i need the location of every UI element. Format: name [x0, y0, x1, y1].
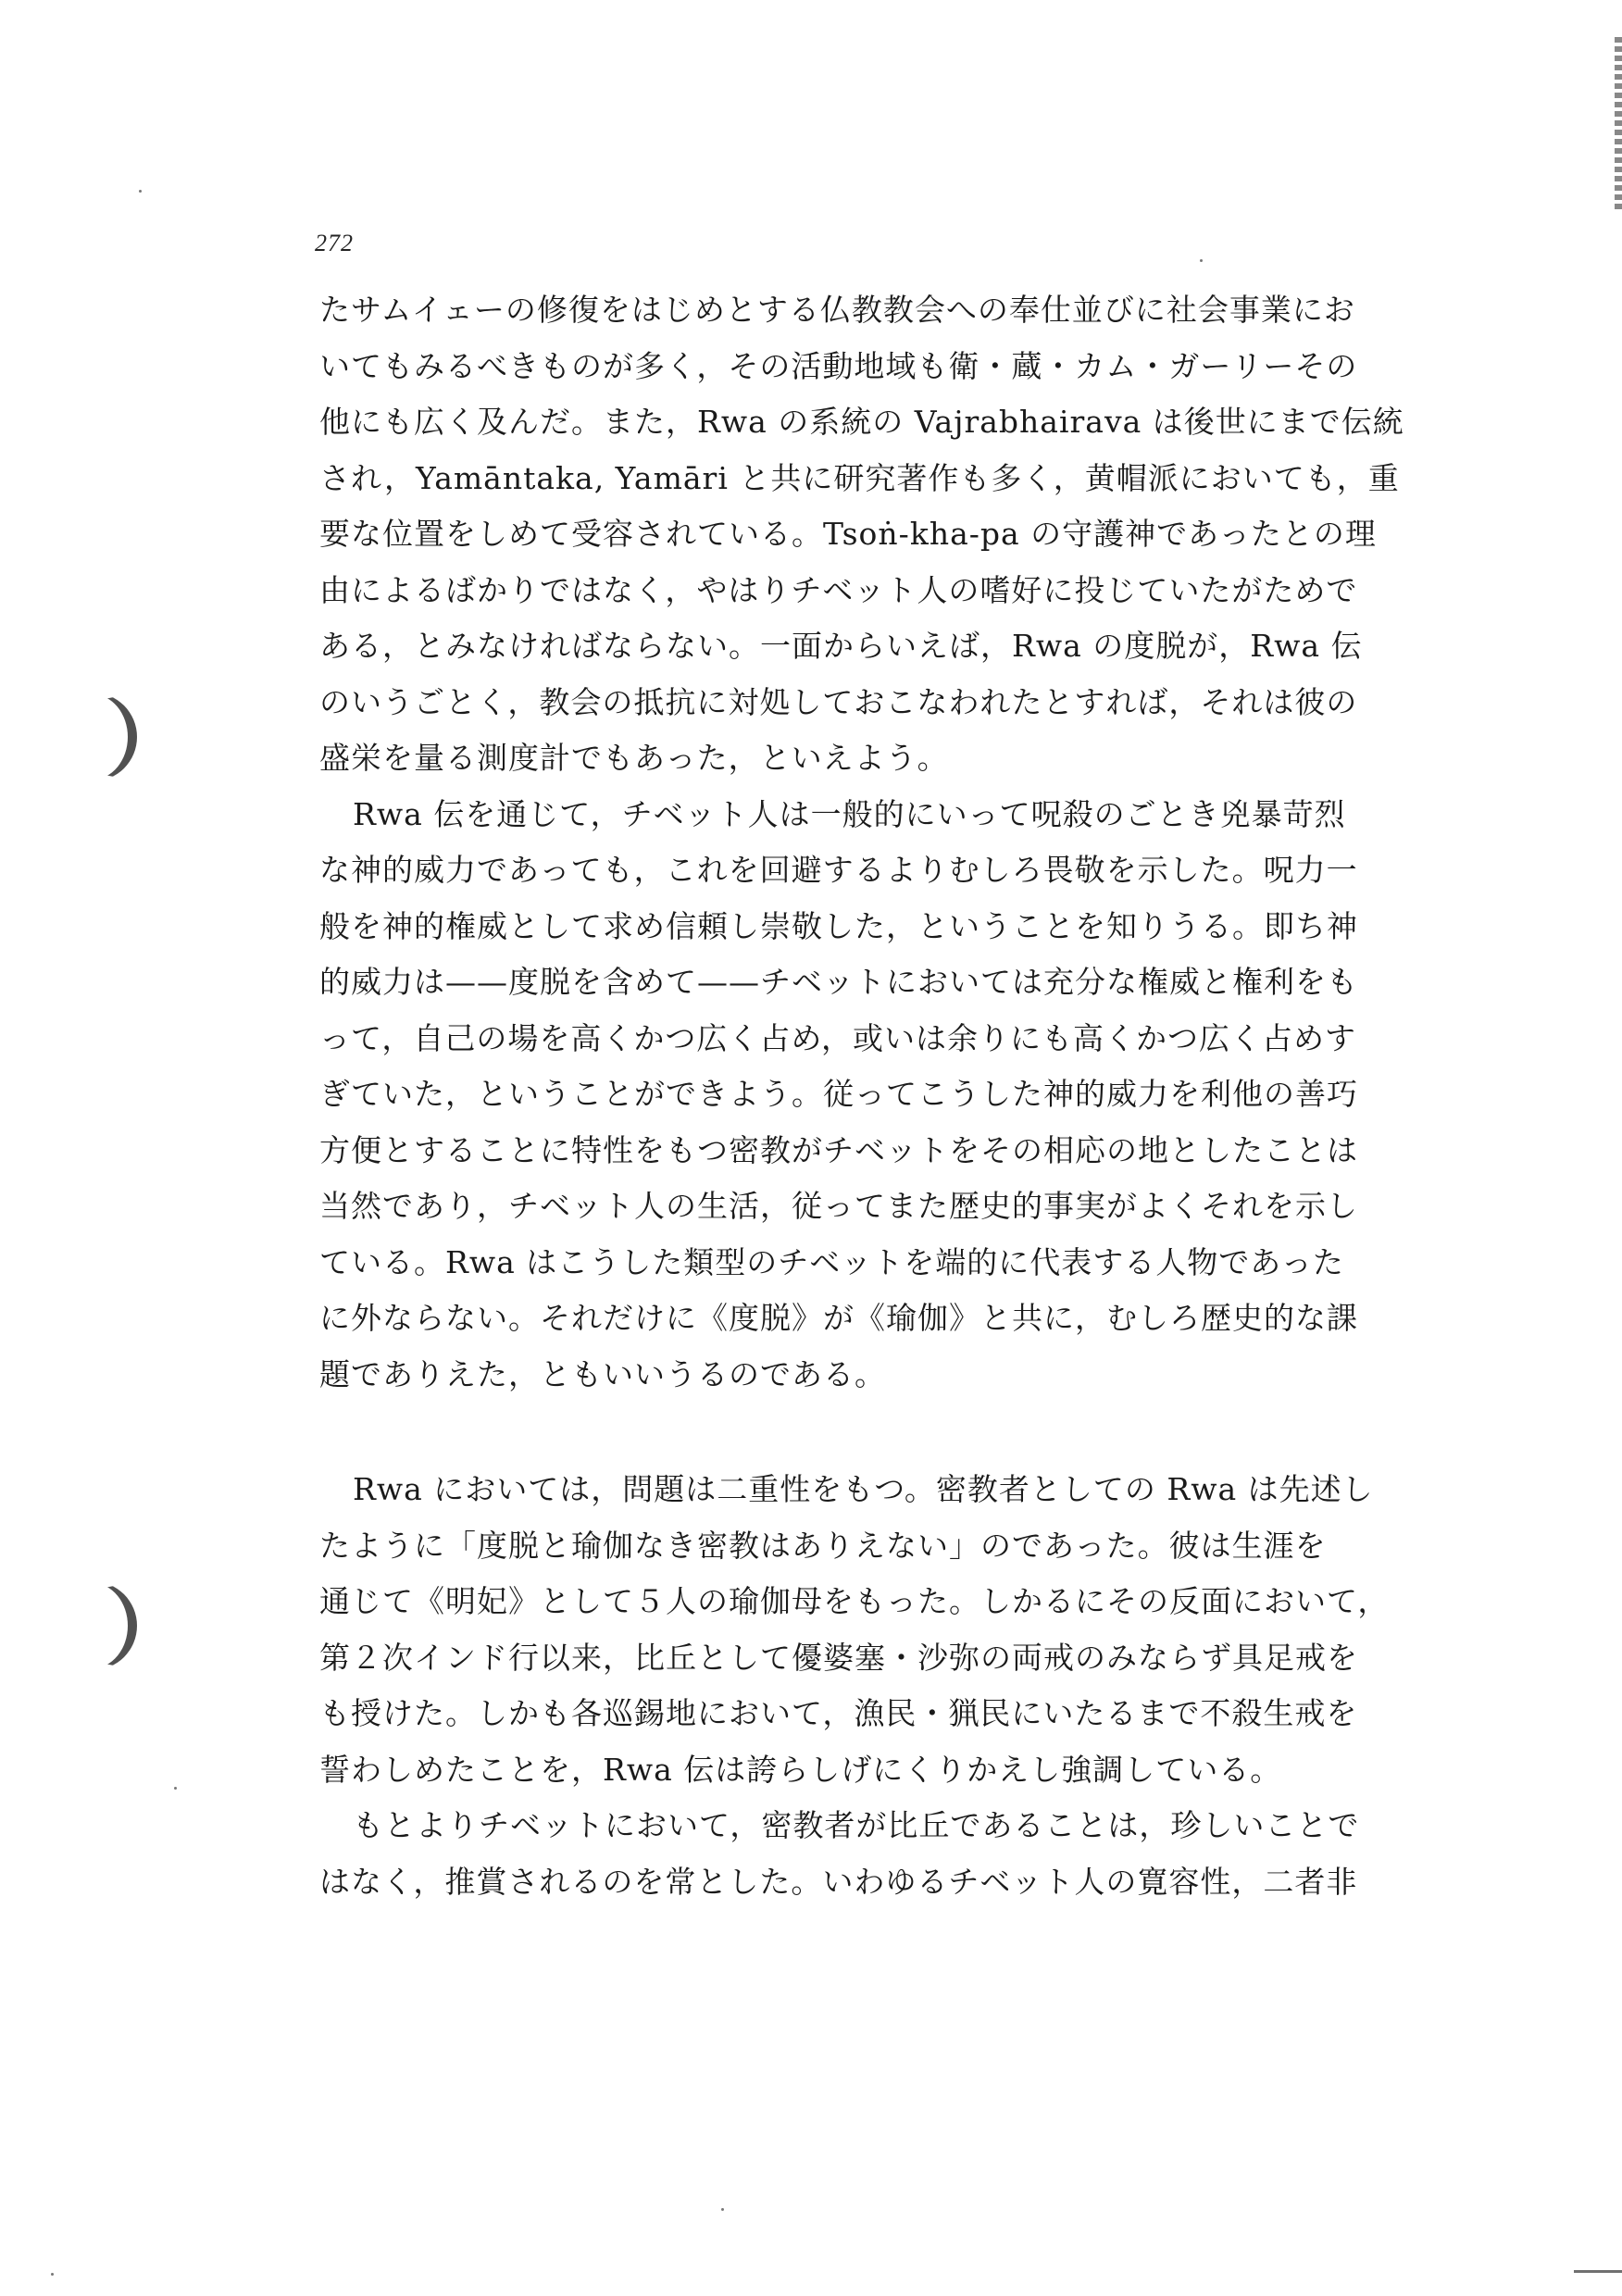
text-line: もとよりチベットにおいて，密教者が比丘であることは，珍しいことで	[353, 1807, 1360, 1843]
text-line: 通じて《明妃》として５人の瑜伽母をもった。しかるにその反面において，	[319, 1583, 1390, 1619]
binding-hole-shadow	[85, 1581, 137, 1670]
paragraph	[319, 1798, 1463, 1910]
text-line: Rwa 伝を通じて，チベット人は一般的にいって呪殺のごとき兇暴苛烈	[353, 795, 1346, 832]
scan-speck	[174, 1787, 177, 1790]
text-line: され，Yamāntaka, Yamāri と共に研究著作も多く，黄帽派においても，重	[319, 459, 1400, 496]
text-line: ぎていた，ということができよう。従ってこうした神的威力を利他の善巧	[319, 1076, 1358, 1112]
text-line: って，自己の場を高くかつ広く占め，或いは余りにも高くかつ広く占めす	[319, 1019, 1357, 1056]
text-line: に外ならない。それだけに《度脱》が《瑜伽》と共に，むしろ歴史的な課	[319, 1300, 1358, 1336]
text-line: 他にも広く及んだ。また，Rwa の系統の Vajrabhairava は後世にまで伝統	[319, 404, 1404, 440]
scan-edge-mark	[1615, 37, 1622, 213]
text-line: 題でありえた，ともいいうるのである。	[319, 1355, 886, 1392]
text-line: 誓わしめたことを，Rwa 伝は誇らしげにくりかえし強調している。	[319, 1751, 1282, 1788]
text-line: 般を神的権威として求め信頼し崇敬した，ということを知りうる。即ち神	[319, 907, 1358, 944]
text-line: のいうごとく，教会の抵抗に対処しておこなわれたとすれば，それは彼の	[319, 683, 1358, 720]
paragraph	[319, 1462, 1463, 1798]
scan-speck	[139, 190, 142, 193]
text-line: 由によるばかりではなく，やはりチベット人の嗜好に投じていたがためで	[319, 571, 1358, 608]
text-line: 第２次インド行以来，比丘として優婆塞・沙弥の両戒のみならず具足戒を	[319, 1639, 1358, 1676]
text-line: たサムイェーの修復をはじめとする仏教教会への奉仕並びに社会事業にお	[319, 292, 1355, 328]
text-line: な神的威力であっても，これを回避するよりむしろ畏敬を示した。呪力一	[319, 852, 1358, 888]
text-line: 当然であり，チベット人の生活，従ってまた歴史的事実がよくそれを示し	[319, 1188, 1358, 1224]
scan-speck	[51, 2273, 54, 2276]
text-line: はなく，推賞されるのを常とした。いわゆるチベット人の寛容性，二者非	[319, 1863, 1358, 1900]
text-line: たように「度脱と瑜伽なき密教はありえない」のであった。彼は生涯を	[319, 1527, 1327, 1564]
text-line: いてもみるべきものが多く，その活動地域も衛・蔵・カム・ガーリーその	[319, 347, 1358, 384]
text-line: 方便とすることに特性をもつ密教がチベットをその相応の地としたことは	[319, 1131, 1358, 1168]
section-break	[319, 1403, 1463, 1462]
scan-speck	[1200, 259, 1203, 262]
text-line: ている。Rwa はこうした類型のチベットを端的に代表する人物であった	[319, 1243, 1344, 1280]
paragraph	[319, 282, 1463, 787]
text-line: も授けた。しかも各巡錫地において，漁民・猟民にいたるまで不殺生戒を	[319, 1695, 1358, 1731]
body-text	[319, 282, 1463, 1910]
text-line: 盛栄を量る測度計でもあった，といえよう。	[319, 740, 949, 776]
text-line: 的威力は——度脱を含めて——チベットにおいては充分な権威と権利をも	[319, 964, 1358, 1000]
text-line: Rwa においては，問題は二重性をもつ。密教者としての Rwa は先述し	[353, 1471, 1374, 1507]
scan-speck	[721, 2208, 724, 2211]
paragraph	[319, 787, 1463, 1404]
scan-edge-line	[1574, 2270, 1622, 2273]
text-line: 要な位置をしめて受容されている。Tsoṅ-kha-pa の守護神であったとの理	[319, 516, 1377, 552]
text-line: ある，とみなければならない。一面からいえば，Rwa の度脱が，Rwa 伝	[319, 628, 1363, 664]
binding-hole-shadow	[85, 693, 137, 781]
page-number: 272	[315, 230, 354, 256]
